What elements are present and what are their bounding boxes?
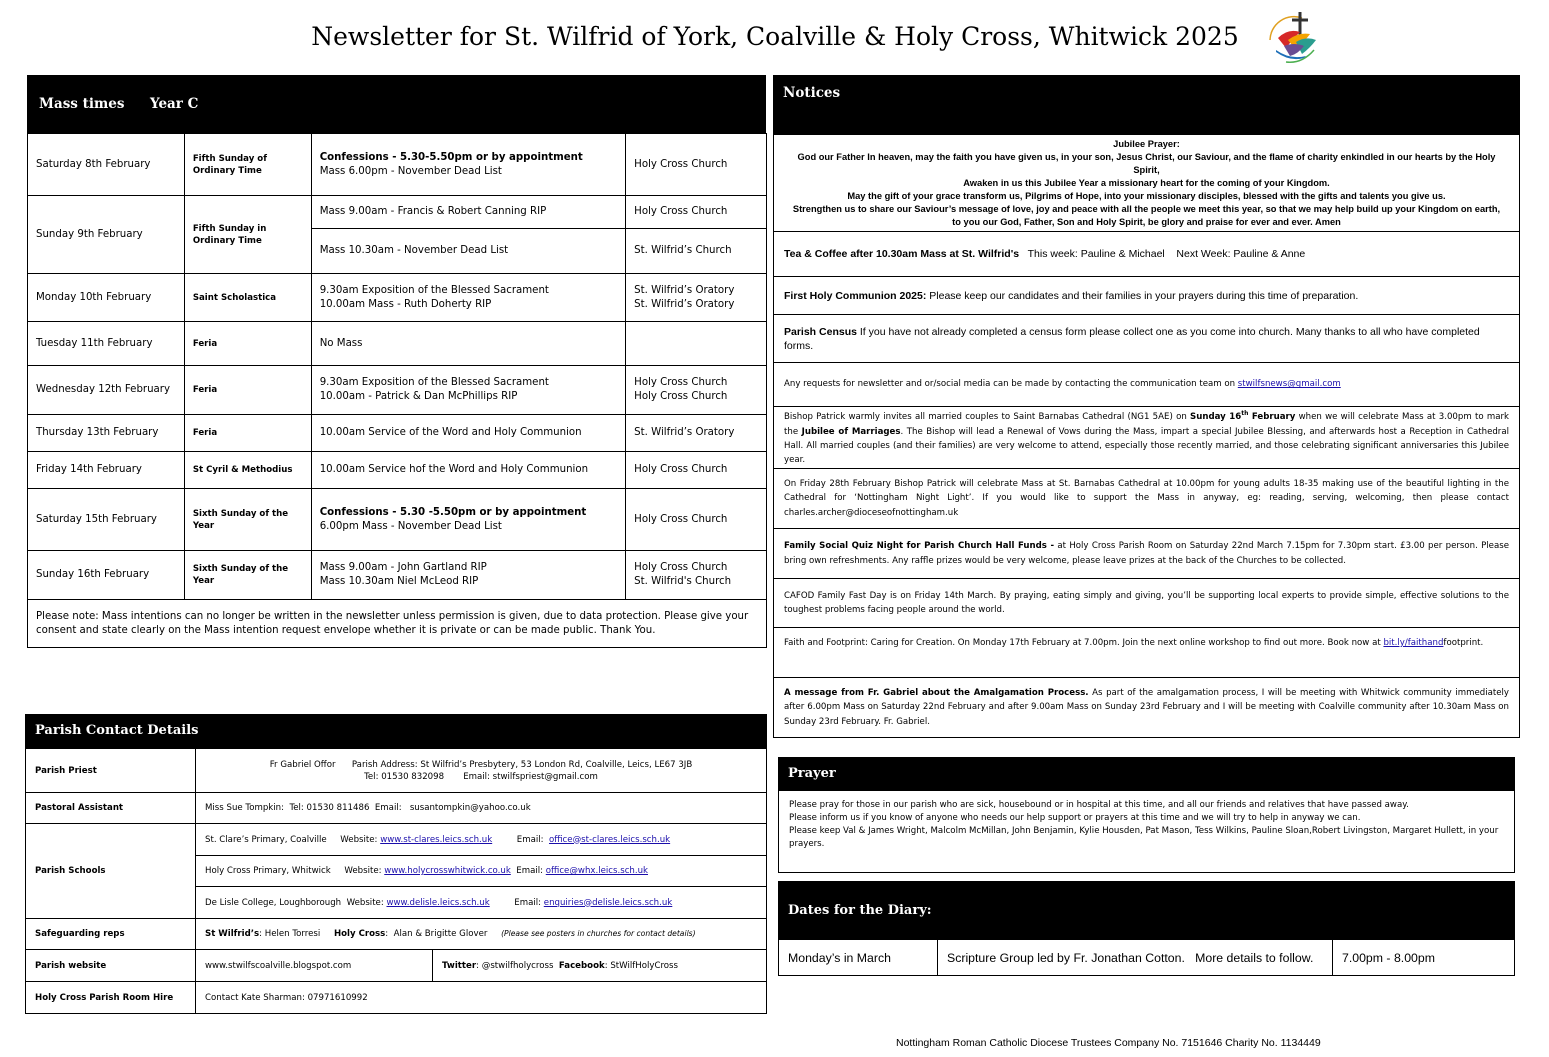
mass-location: Holy Cross Church bbox=[626, 134, 767, 196]
table-row bbox=[26, 919, 767, 950]
table-row bbox=[28, 196, 767, 229]
contact-label: Parish website bbox=[26, 950, 196, 982]
contact-label: Holy Cross Parish Room Hire bbox=[26, 982, 196, 1014]
school-entry: Holy Cross Primary, Whitwick Website: www.holycrosswhitwick.co.uk Email: office@whx.leics.sch.uk bbox=[196, 856, 767, 887]
mass-date: Tuesday 11th February bbox=[28, 322, 185, 366]
mass-details: 10.00am Service of the Word and Holy Communion bbox=[311, 415, 625, 452]
contact-label: Parish Schools bbox=[26, 824, 196, 919]
jubilee-prayer: Jubilee Prayer: God our Father In heaven, may the faith you have given us, in your son, Jesus Christ, our Saviour, and the flame of charity enkindled in our hearts by the Holy Spirit, Awaken in us this Jubilee Year a missionary heart for the coming of your Kingdom. May the gift of your grace transform us, Pilgrims of Hope, into your missionary disciples, blessed with the gifts and talents you give us. Strengthen us to share our Saviour’s message of love, joy and peace with all the people we meet this year, so that we may help build up your Kingdom on earth, to you our God, Father, Son and Holy Spirit, be glory and praise for ever and ever. Amen bbox=[792, 138, 1501, 227]
mass-date: Friday 14th February bbox=[28, 452, 185, 489]
social-media: Twitter: @stwilfholycross Facebook: StWilfHolyCross bbox=[433, 950, 767, 982]
table-row bbox=[28, 322, 767, 366]
cafod-notice: CAFOD Family Fast Day is on Friday 14th March. By praying, eating simply and giving, you’ll be supporting local experts to provide simple, effective solutions to the toughest problems facing people around the world. bbox=[774, 578, 1519, 627]
mass-feast: Saint Scholastica bbox=[184, 274, 311, 322]
school-entry: De Lisle College, Loughborough Website: www.delisle.leics.sch.uk Email: enquiries@delisle.leics.sch.uk bbox=[196, 887, 767, 919]
mass-details: Confessions - 5.30 -5.50pm or by appointment 6.00pm Mass - November Dead List bbox=[311, 489, 625, 551]
mass-feast: Sixth Sunday of the Year bbox=[184, 489, 311, 551]
school-email-link[interactable]: enquiries@delisle.leics.sch.uk bbox=[543, 897, 673, 908]
contact-label: Pastoral Assistant bbox=[26, 793, 196, 824]
notices-header bbox=[773, 75, 1520, 135]
school-email-link[interactable]: office@st-clares.leics.sch.uk bbox=[548, 834, 671, 845]
faith-footprint-link[interactable]: bit.ly/faithand bbox=[1383, 638, 1444, 648]
mass-feast: Feria bbox=[184, 322, 311, 366]
diary-time: 7.00pm - 8.00pm bbox=[1333, 940, 1515, 976]
table-row bbox=[779, 940, 1515, 976]
mass-location: Holy Cross Church bbox=[626, 196, 767, 229]
mass-details: Mass 10.30am - November Dead List bbox=[311, 229, 625, 274]
mass-details: Mass 9.00am - Francis & Robert Canning RIP bbox=[311, 196, 625, 229]
table-row bbox=[26, 950, 767, 982]
contacts-header bbox=[25, 714, 767, 748]
mass-location: St. Wilfrid’s Oratory St. Wilfrid’s Oratory bbox=[626, 274, 767, 322]
prayer-line: Please keep Val & James Wright, Malcolm McMillan, John Benjamin, Kylie Housden, Pat Mason, Tess Wilkins, Pauline Sloan,Robert Livingston, Margaret Hullett, in your prayers. bbox=[789, 826, 1499, 849]
mass-date: Saturday 8th February bbox=[28, 134, 185, 196]
mass-date: Thursday 13th February bbox=[28, 415, 185, 452]
safeguarding-details: St Wilfrid’s: Helen Torresi Holy Cross: Alan & Brigitte Glover (Please see posters in churches for contact details) bbox=[196, 919, 767, 950]
mass-location: Holy Cross Church bbox=[626, 489, 767, 551]
room-hire-details: Contact Kate Sharman: 07971610992 bbox=[196, 982, 767, 1014]
mass-date: Saturday 15th February bbox=[28, 489, 185, 551]
prayer-line: Please pray for those in our parish who are sick, housebound or in hospital at this time, and all our friends and relatives that have passed away. bbox=[789, 800, 1409, 810]
school-website-link[interactable]: www.delisle.leics.sch.uk bbox=[386, 897, 490, 908]
first-communion-notice: First Holy Communion 2025: Please keep our candidates and their families in your prayers during this time of preparation. bbox=[774, 276, 1519, 314]
table-row bbox=[28, 452, 767, 489]
mass-date: Sunday 9th February bbox=[28, 196, 185, 274]
table-row bbox=[28, 489, 767, 551]
mass-intentions-note: Please note: Mass intentions can no longer be written in the newsletter unless permission is given, due to data protection. Please give your consent and state clearly on the Mass intention request envelope whether it is private or can be made public. Thank You. bbox=[28, 600, 767, 648]
newsletter-email-link[interactable]: stwilfsnews@gmail.com bbox=[1237, 379, 1341, 390]
liturgical-year: Year C bbox=[150, 96, 199, 112]
school-email-link[interactable]: office@whx.leics.sch.uk bbox=[545, 866, 649, 876]
mass-location: Holy Cross Church Holy Cross Church bbox=[626, 366, 767, 415]
diary-table bbox=[778, 939, 1515, 976]
mass-times-heading: Mass times bbox=[39, 96, 125, 112]
mass-times-header bbox=[27, 75, 766, 133]
diary-when: Monday’s in March bbox=[779, 940, 938, 976]
mass-feast: Fifth Sunday in Ordinary Time bbox=[184, 196, 311, 274]
table-row bbox=[28, 551, 767, 600]
mass-feast: Feria bbox=[184, 415, 311, 452]
census-notice: Parish Census If you have not already completed a census form please collect one as you come into church. Many thanks to all who have completed forms. bbox=[774, 314, 1519, 362]
prayer-header bbox=[778, 757, 1515, 791]
mass-times-table bbox=[27, 133, 767, 648]
table-row bbox=[26, 749, 767, 793]
mass-details: No Mass bbox=[311, 322, 625, 366]
mass-location: St. Wilfrid’s Oratory bbox=[626, 415, 767, 452]
mass-details: 9.30am Exposition of the Blessed Sacrament 10.00am - Patrick & Dan McPhillips RIP bbox=[311, 366, 625, 415]
contact-label: Parish Priest bbox=[26, 749, 196, 793]
newsletter-title: Newsletter for St. Wilfrid of York, Coalville & Holy Cross, Whitwick 2025 bbox=[311, 22, 1239, 51]
mass-location: Holy Cross Church bbox=[626, 452, 767, 489]
priest-details: Fr Gabriel Offor Parish Address: St Wilfrid’s Presbytery, 53 London Rd, Coalville, Leics, LE67 3JB Tel: 01530 832098 Email: stwilfspriest@gmail.com bbox=[196, 749, 767, 793]
mass-feast: Feria bbox=[184, 366, 311, 415]
mass-date: Wednesday 12th February bbox=[28, 366, 185, 415]
mass-date: Sunday 16th February bbox=[28, 551, 185, 600]
tea-coffee-notice: Tea & Coffee after 10.30am Mass at St. Wilfrid's This week: Pauline & Michael Next Week: Pauline & Anne bbox=[774, 231, 1519, 276]
prayer-line: Please inform us if you know of anyone who needs our help support or prayers at this time and we will try to help in anyway we can. bbox=[789, 813, 1361, 823]
night-light-notice: On Friday 28th February Bishop Patrick will celebrate Mass at St. Barnabas Cathedral at 10.00pm for young adults 18-35 making use of the beautiful lighting in the Cathedral for ‘Nottingham Night Light’. If you would like to support the Mass in anyway, eg: reading, serving, welcoming, then please contact charles.archer@dioceseofnottingham.uk bbox=[774, 468, 1519, 528]
charity-footer: Nottingham Roman Catholic Diocese Trustees Company No. 7151646 Charity No. 1134449 bbox=[896, 1037, 1321, 1049]
notices-panel bbox=[773, 135, 1520, 738]
mass-details: 10.00am Service hof the Word and Holy Communion bbox=[311, 452, 625, 489]
mass-details: Mass 9.00am - John Gartland RIP Mass 10.30am Niel McLeod RIP bbox=[311, 551, 625, 600]
table-row bbox=[28, 600, 767, 648]
contact-label: Safeguarding reps bbox=[26, 919, 196, 950]
mass-location: Holy Cross Church St. Wilfrid's Church bbox=[626, 551, 767, 600]
parish-website[interactable]: www.stwilfscoalville.blogspot.com bbox=[196, 950, 433, 982]
prayer-heading: Prayer bbox=[788, 766, 836, 781]
requests-notice: Any requests for newsletter and or/social media can be made by contacting the communication team on stwilfsnews@gmail.com bbox=[774, 362, 1519, 406]
jubilee-marriages-notice: Bishop Patrick warmly invites all married couples to Saint Barnabas Cathedral (NG1 5AE) on Sunday 16th February when we will celebrate Mass at 3.00pm to mark the Jubilee of Marriages. The Bishop will lead a Renewal of Vows during the Mass, impart a special Jubilee Blessing, and afterwards host a Reception in Cathedral Hall. All married couples (and their families) are very welcome to attend, especially those recently married, and those celebrating significant anniversaries this Jubilee year. bbox=[774, 406, 1519, 468]
contacts-heading: Parish Contact Details bbox=[35, 723, 199, 738]
notices-heading: Notices bbox=[783, 85, 841, 101]
mass-date: Monday 10th February bbox=[28, 274, 185, 322]
prayer-body bbox=[778, 791, 1515, 873]
school-entry: St. Clare’s Primary, Coalville Website: www.st-clares.leics.sch.uk Email: office@st-clares.leics.sch.uk bbox=[196, 824, 767, 856]
quiz-night-notice: Family Social Quiz Night for Parish Church Hall Funds - at Holy Cross Parish Room on Saturday 22nd March 7.15pm for 7.30pm start. £3.00 per person. Please bring own refreshments. Any raffle prizes would be very welcome, please leave prizes at the back of the Churches to be collected. bbox=[774, 528, 1519, 578]
table-row bbox=[28, 415, 767, 452]
assistant-details: Miss Sue Tompkin: Tel: 01530 811486 Email: susantompkin@yahoo.co.uk bbox=[196, 793, 767, 824]
mass-details: 9.30am Exposition of the Blessed Sacrament 10.00am Mass - Ruth Doherty RIP bbox=[311, 274, 625, 322]
faith-footprint-notice: Faith and Footprint: Caring for Creation. On Monday 17th February at 7.00pm. Join the next online workshop to find out more. Book now at bit.ly/faithandfootprint. bbox=[774, 627, 1519, 677]
mass-location: St. Wilfrid’s Church bbox=[626, 229, 767, 274]
amalgamation-notice: A message from Fr. Gabriel about the Amalgamation Process. As part of the amalgamation process, I will be meeting with Whitwick community immediately after 6.00pm Mass on Saturday 22nd February and after 9.00am Mass on Sunday 23rd February and I will be meeting with Coalville community after 10.30am Mass on Sunday 23rd February. Fr. Gabriel. bbox=[774, 677, 1519, 737]
table-row bbox=[26, 824, 767, 856]
diary-heading: Dates for the Diary: bbox=[788, 903, 932, 918]
mass-feast: St Cyril & Methodius bbox=[184, 452, 311, 489]
school-website-link[interactable]: www.holycrosswhitwick.co.uk bbox=[384, 866, 511, 876]
table-row bbox=[28, 134, 767, 196]
contacts-table bbox=[25, 748, 767, 1014]
diary-event: Scripture Group led by Fr. Jonathan Cotton. More details to follow. bbox=[938, 940, 1333, 976]
mass-feast: Fifth Sunday of Ordinary Time bbox=[184, 134, 311, 196]
mass-feast: Sixth Sunday of the Year bbox=[184, 551, 311, 600]
table-row bbox=[26, 793, 767, 824]
diary-header bbox=[778, 881, 1515, 939]
table-row bbox=[28, 366, 767, 415]
mass-details: Confessions - 5.30-5.50pm or by appointment Mass 6.00pm - November Dead List bbox=[311, 134, 625, 196]
mass-location bbox=[626, 322, 767, 366]
table-row bbox=[26, 982, 767, 1014]
school-website-link[interactable]: www.st-clares.leics.sch.uk bbox=[380, 834, 493, 845]
table-row bbox=[28, 274, 767, 322]
jubilee-logo bbox=[1262, 10, 1328, 66]
